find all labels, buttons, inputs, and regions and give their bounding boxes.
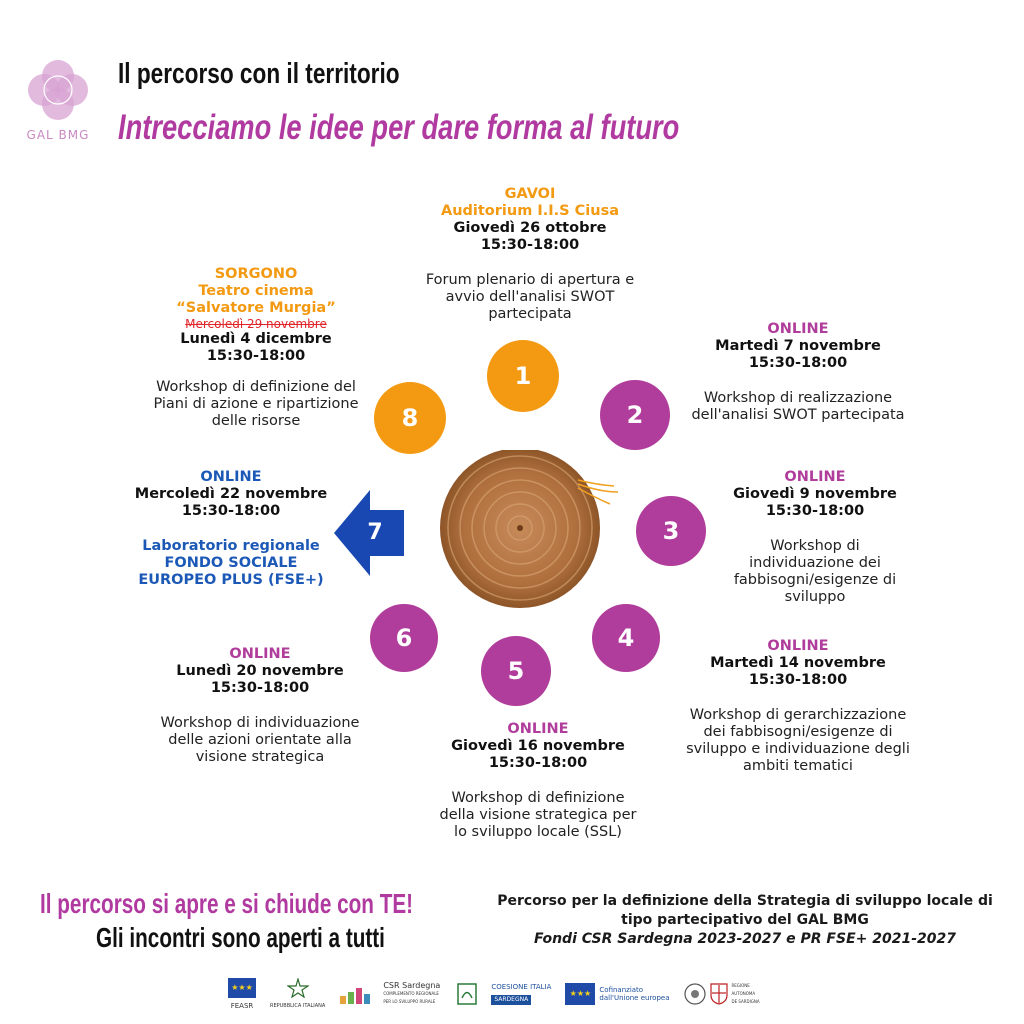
step-8-circle: 8 [374, 382, 446, 454]
step-2-date: Martedì 7 novembre [715, 338, 881, 354]
step-5-date: Giovedì 16 novembre [451, 738, 625, 754]
coesione-logo: COESIONE ITALIA SARDEGNA [491, 983, 552, 1003]
step-1-venue: Auditorium I.I.S Ciusa [440, 203, 620, 219]
csr-sardegna-logo: CSR Sardegna COMPLEMENTO REGIONALE PER LO SVILUPPO RURALE [339, 982, 443, 1006]
step-8-date: Lunedì 4 dicembre [180, 331, 332, 347]
feasr-logo: ★★★ FEASR [228, 978, 256, 1010]
step-6-time: 15:30-18:00 [210, 680, 310, 696]
gal-bmg-logo-icon [22, 54, 94, 126]
logo-text: GAL BMG [26, 128, 90, 142]
woven-basket-image [428, 450, 624, 610]
step-8-place: SORGONO [214, 266, 298, 282]
regione-emblem-icon [684, 982, 706, 1006]
regione-logo: REGIONE AUTONOMA DE SARDIGNA [684, 982, 762, 1006]
step-4-time: 15:30-18:00 [748, 672, 848, 688]
step-3-description: Workshop di individuazione dei fabbisogni/esigenze di sviluppo [733, 538, 897, 605]
step-6-description: Workshop di individuazione delle azioni orientate alla visione strategica [160, 715, 360, 765]
step-6-place: ONLINE [229, 646, 291, 662]
step-7-number: 7 [367, 520, 383, 545]
step-4-date: Martedì 14 novembre [710, 655, 886, 671]
step-7-date: Mercoledì 22 novembre [134, 486, 328, 502]
footer-tagline: Il percorso si apre e si chiude con TE! [40, 888, 414, 919]
step-7-details [118, 469, 344, 589]
sardinia-shield-icon [710, 983, 728, 1005]
italian-emblem-icon [287, 978, 309, 998]
step-3-details [710, 469, 920, 606]
step-4-description: Workshop di gerarchizzazione dei fabbisogni/esigenze di sviluppo e individuazione degli ambiti tematici [686, 707, 910, 774]
step-8-old-date: Mercoledì 29 novembre [185, 317, 327, 331]
step-7-time: 15:30-18:00 [181, 503, 281, 519]
step-8-description: Workshop di definizione del Piani di azione e ripartizione delle risorse [153, 379, 359, 429]
step-6-details [140, 646, 380, 766]
step-1-description: Forum plenario di apertura e avvio dell'analisi SWOT partecipata [425, 272, 635, 322]
step-2-place: ONLINE [767, 321, 829, 337]
step-2-description: Workshop di realizzazione dell'analisi SWOT partecipata [691, 390, 905, 423]
step-1-details [400, 186, 660, 323]
step-5-time: 15:30-18:00 [488, 755, 588, 771]
cofinanziato-logo: ★★★ Cofinanziato dall'Unione europea [565, 983, 669, 1005]
step-4-circle: 4 [592, 604, 660, 672]
step-2-circle: 2 [600, 380, 670, 450]
repubblica-logo: REPUBBLICA ITALIANA [270, 978, 325, 1010]
page-subtitle: Intrecciamo le idee per dare forma al futuro [118, 108, 680, 147]
step-8-details [136, 266, 376, 430]
step-3-date: Giovedì 9 novembre [733, 486, 897, 502]
step-1-time: 15:30-18:00 [480, 237, 580, 253]
footer-note: Percorso per la definizione della Strategia di sviluppo locale di tipo partecipativo del GAL BMG Fondi CSR Sardegna 2023-2027 e PR FSE+ 2021-2027 [497, 893, 993, 947]
step-4-details [670, 638, 926, 775]
step-5-circle: 5 [481, 636, 551, 706]
step-1-circle: 1 [487, 340, 559, 412]
eu-flag-icon: ★★★ [565, 983, 595, 1005]
step-7-place: ONLINE [200, 469, 262, 485]
leader-icon [457, 983, 477, 1005]
step-7-description: Laboratorio regionale FONDO SOCIALE EUROPEO PLUS (FSE+) [138, 538, 324, 588]
csr-chart-icon [339, 984, 379, 1004]
page-title: Il percorso con il territorio [118, 58, 400, 90]
leader-logo [457, 983, 477, 1005]
step-8-time: 15:30-18:00 [206, 348, 306, 364]
sponsor-logos [228, 976, 762, 1012]
step-3-time: 15:30-18:00 [765, 503, 865, 519]
step-4-place: ONLINE [767, 638, 829, 654]
step-8-venue: Teatro cinema [198, 283, 314, 299]
step-5-details [420, 721, 656, 841]
step-6-circle: 6 [370, 604, 438, 672]
step-2-time: 15:30-18:00 [748, 355, 848, 371]
step-6-date: Lunedì 20 novembre [176, 663, 344, 679]
step-2-details [680, 321, 916, 424]
step-5-place: ONLINE [507, 721, 569, 737]
step-1-date: Giovedì 26 ottobre [453, 220, 607, 236]
eu-flag-icon: ★★★ [228, 978, 256, 998]
step-3-place: ONLINE [784, 469, 846, 485]
footer-open-to-all: Gli incontri sono aperti a tutti [96, 922, 385, 953]
step-8-venue-name: “Salvatore Murgia” [176, 300, 336, 316]
step-5-description: Workshop di definizione della visione strategica per lo sviluppo locale (SSL) [439, 790, 637, 840]
step-1-place: GAVOI [504, 186, 556, 202]
step-3-circle: 3 [636, 496, 706, 566]
